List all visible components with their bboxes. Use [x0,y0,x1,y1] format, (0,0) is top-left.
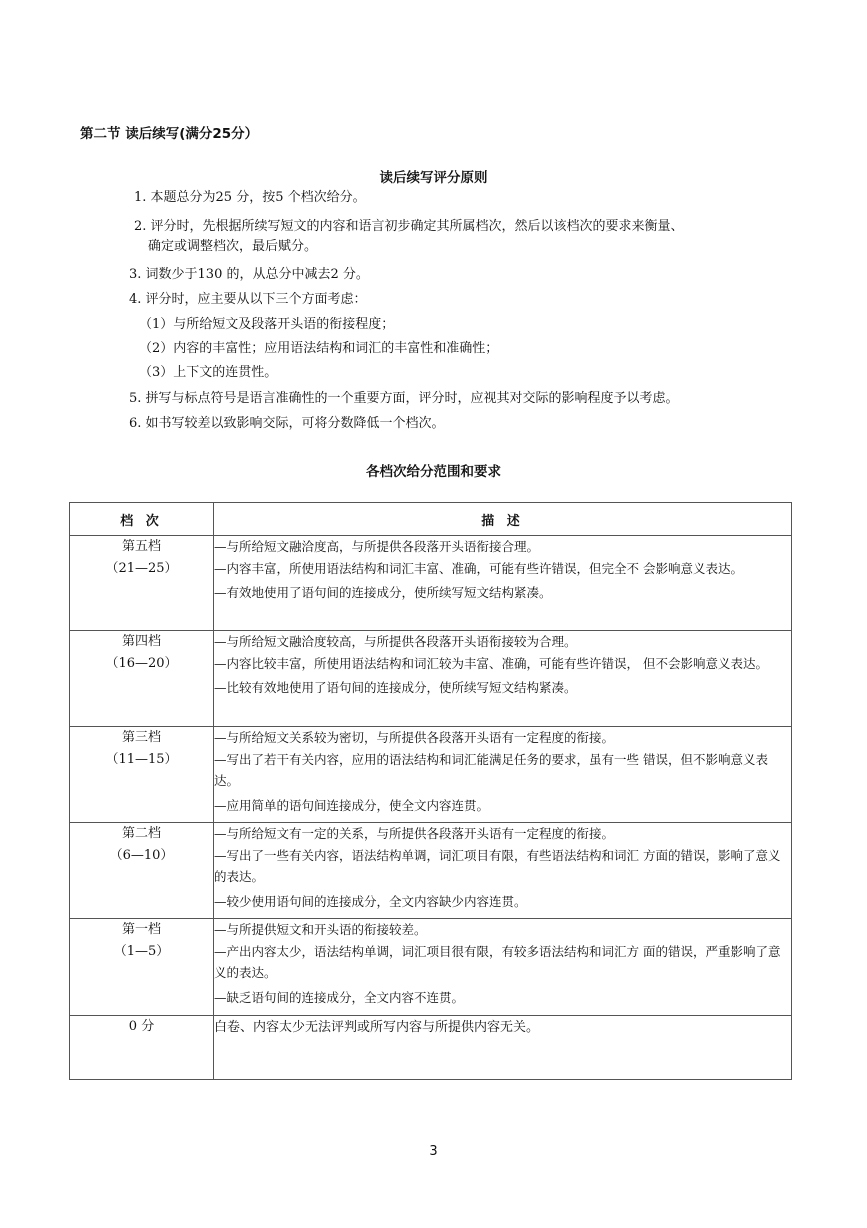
header-level: 档 次 [70,503,214,536]
description-line: —与所给短文融洽度高，与所提供各段落开头语衔接合理。 [214,539,540,554]
level-name: 第五档 [121,539,161,554]
level-cell [70,631,214,727]
rule-5: 5. 拼写与标点符号是语言准确性的一个重要方面，评分时，应视其对交际的影响程度予以考虑。 [129,391,679,406]
description-line: —缺乏语句间的连接成分，全文内容不连贯。 [214,989,465,1005]
description-cell [214,727,792,823]
table-row [70,631,792,727]
rule-6: 6. 如书写较差以致影响交际，可将分数降低一个档次。 [129,416,445,431]
rule-4-item-1: （1）与所给短文及段落开头语的衔接程度； [139,317,395,332]
table-row [70,536,792,631]
header-description: 描 述 [214,503,792,536]
level-name: 第一档 [121,922,161,937]
grading-table [69,502,792,1080]
description-cell [214,823,792,919]
table-row [70,919,792,1016]
level-cell [70,727,214,823]
level-cell [70,919,214,1016]
description-line: —内容丰富，所使用语法结构和词汇丰富、准确，可能有些许错误，但完全不 会影响意义表达。 [214,560,743,576]
table-title: 各档次给分范围和要求 [366,464,501,480]
level-cell [70,823,214,919]
description-line: —有效地使用了语句间的连接成分，使所续写短文结构紧凑。 [214,585,552,600]
description-line: —比较有效地使用了语句间的连接成分，使所续写短文结构紧凑。 [214,680,577,695]
table-row [70,727,792,823]
description-cell [214,631,792,727]
rule-2-continued: 确定或调整档次，最后赋分。 [148,239,318,254]
level-name: 第四档 [121,634,161,649]
table-row [70,823,792,919]
table-row-zero [70,1016,792,1080]
level-name: 第三档 [121,730,161,745]
level-cell [70,536,214,631]
description-cell [214,536,792,631]
level-cell: 0 分 [70,1016,214,1080]
description-cell [214,919,792,1016]
rule-3: 3. 词数少于130 的，从总分中减去2 分。 [129,267,369,282]
rule-1: 1. 本题总分为25 分，按5 个档次给分。 [134,190,366,205]
rule-4-item-2: （2）内容的丰富性；应用语法结构和词汇的丰富性和准确性； [139,341,499,356]
level-name: 第二档 [121,826,161,841]
section-title: 第二节 读后续写(满分25分） [80,126,259,142]
description-line: —写出了一些有关内容，语法结构单调，词汇项目有限，有些语法结构和词汇 方面的错误，影响了意义的表达。 [214,847,781,884]
description-line: —产出内容太少，语法结构单调，词汇项目很有限，有较多语法结构和词汇方 面的错误，严重影响了意义的表达。 [214,943,781,980]
rule-2: 2. 评分时，先根据所续写短文的内容和语言初步确定其所属档次，然后以该档次的要求来衡量、 [134,219,684,234]
description-line: —较少使用语句间的连接成分，全文内容缺少内容连贯。 [214,893,527,909]
level-range: （6—10） [109,848,174,863]
description-line: —内容比较丰富，所使用语法结构和词汇较为丰富、准确，可能有些许错误， 但不会影响意义表达。 [214,655,768,671]
rule-4: 4. 评分时，应主要从以下三个方面考虑： [129,292,367,307]
level-range: （11—15） [105,752,178,767]
description-line: —应用简单的语句间连接成分，使全文内容连贯。 [214,797,490,813]
principles-title: 读后续写评分原则 [379,170,488,186]
rule-4-item-3: （3）上下文的连贯性。 [139,365,278,380]
page-number: 3 [429,1144,438,1159]
description-line: —与所提供短文和开头语的衔接较差。 [214,922,427,937]
description-line: —与所给短文有一定的关系，与所提供各段落开头语有一定程度的衔接。 [214,826,615,841]
description-cell: 白卷、内容太少无法评判或所写内容与所提供内容无关。 [214,1016,792,1080]
description-line: —写出了若干有关内容，应用的语法结构和词汇能满足任务的要求，虽有一些 错误，但不影响意义表达。 [214,751,768,788]
table-header-row [70,503,792,536]
level-range: （1—5） [113,944,170,959]
level-range: （21—25） [105,561,178,576]
level-range: （16—20） [105,656,178,671]
description-line: —与所给短文关系较为密切，与所提供各段落开头语有一定程度的衔接。 [214,730,615,745]
description-line: —与所给短文融洽度较高，与所提供各段落开头语衔接较为合理。 [214,634,577,649]
